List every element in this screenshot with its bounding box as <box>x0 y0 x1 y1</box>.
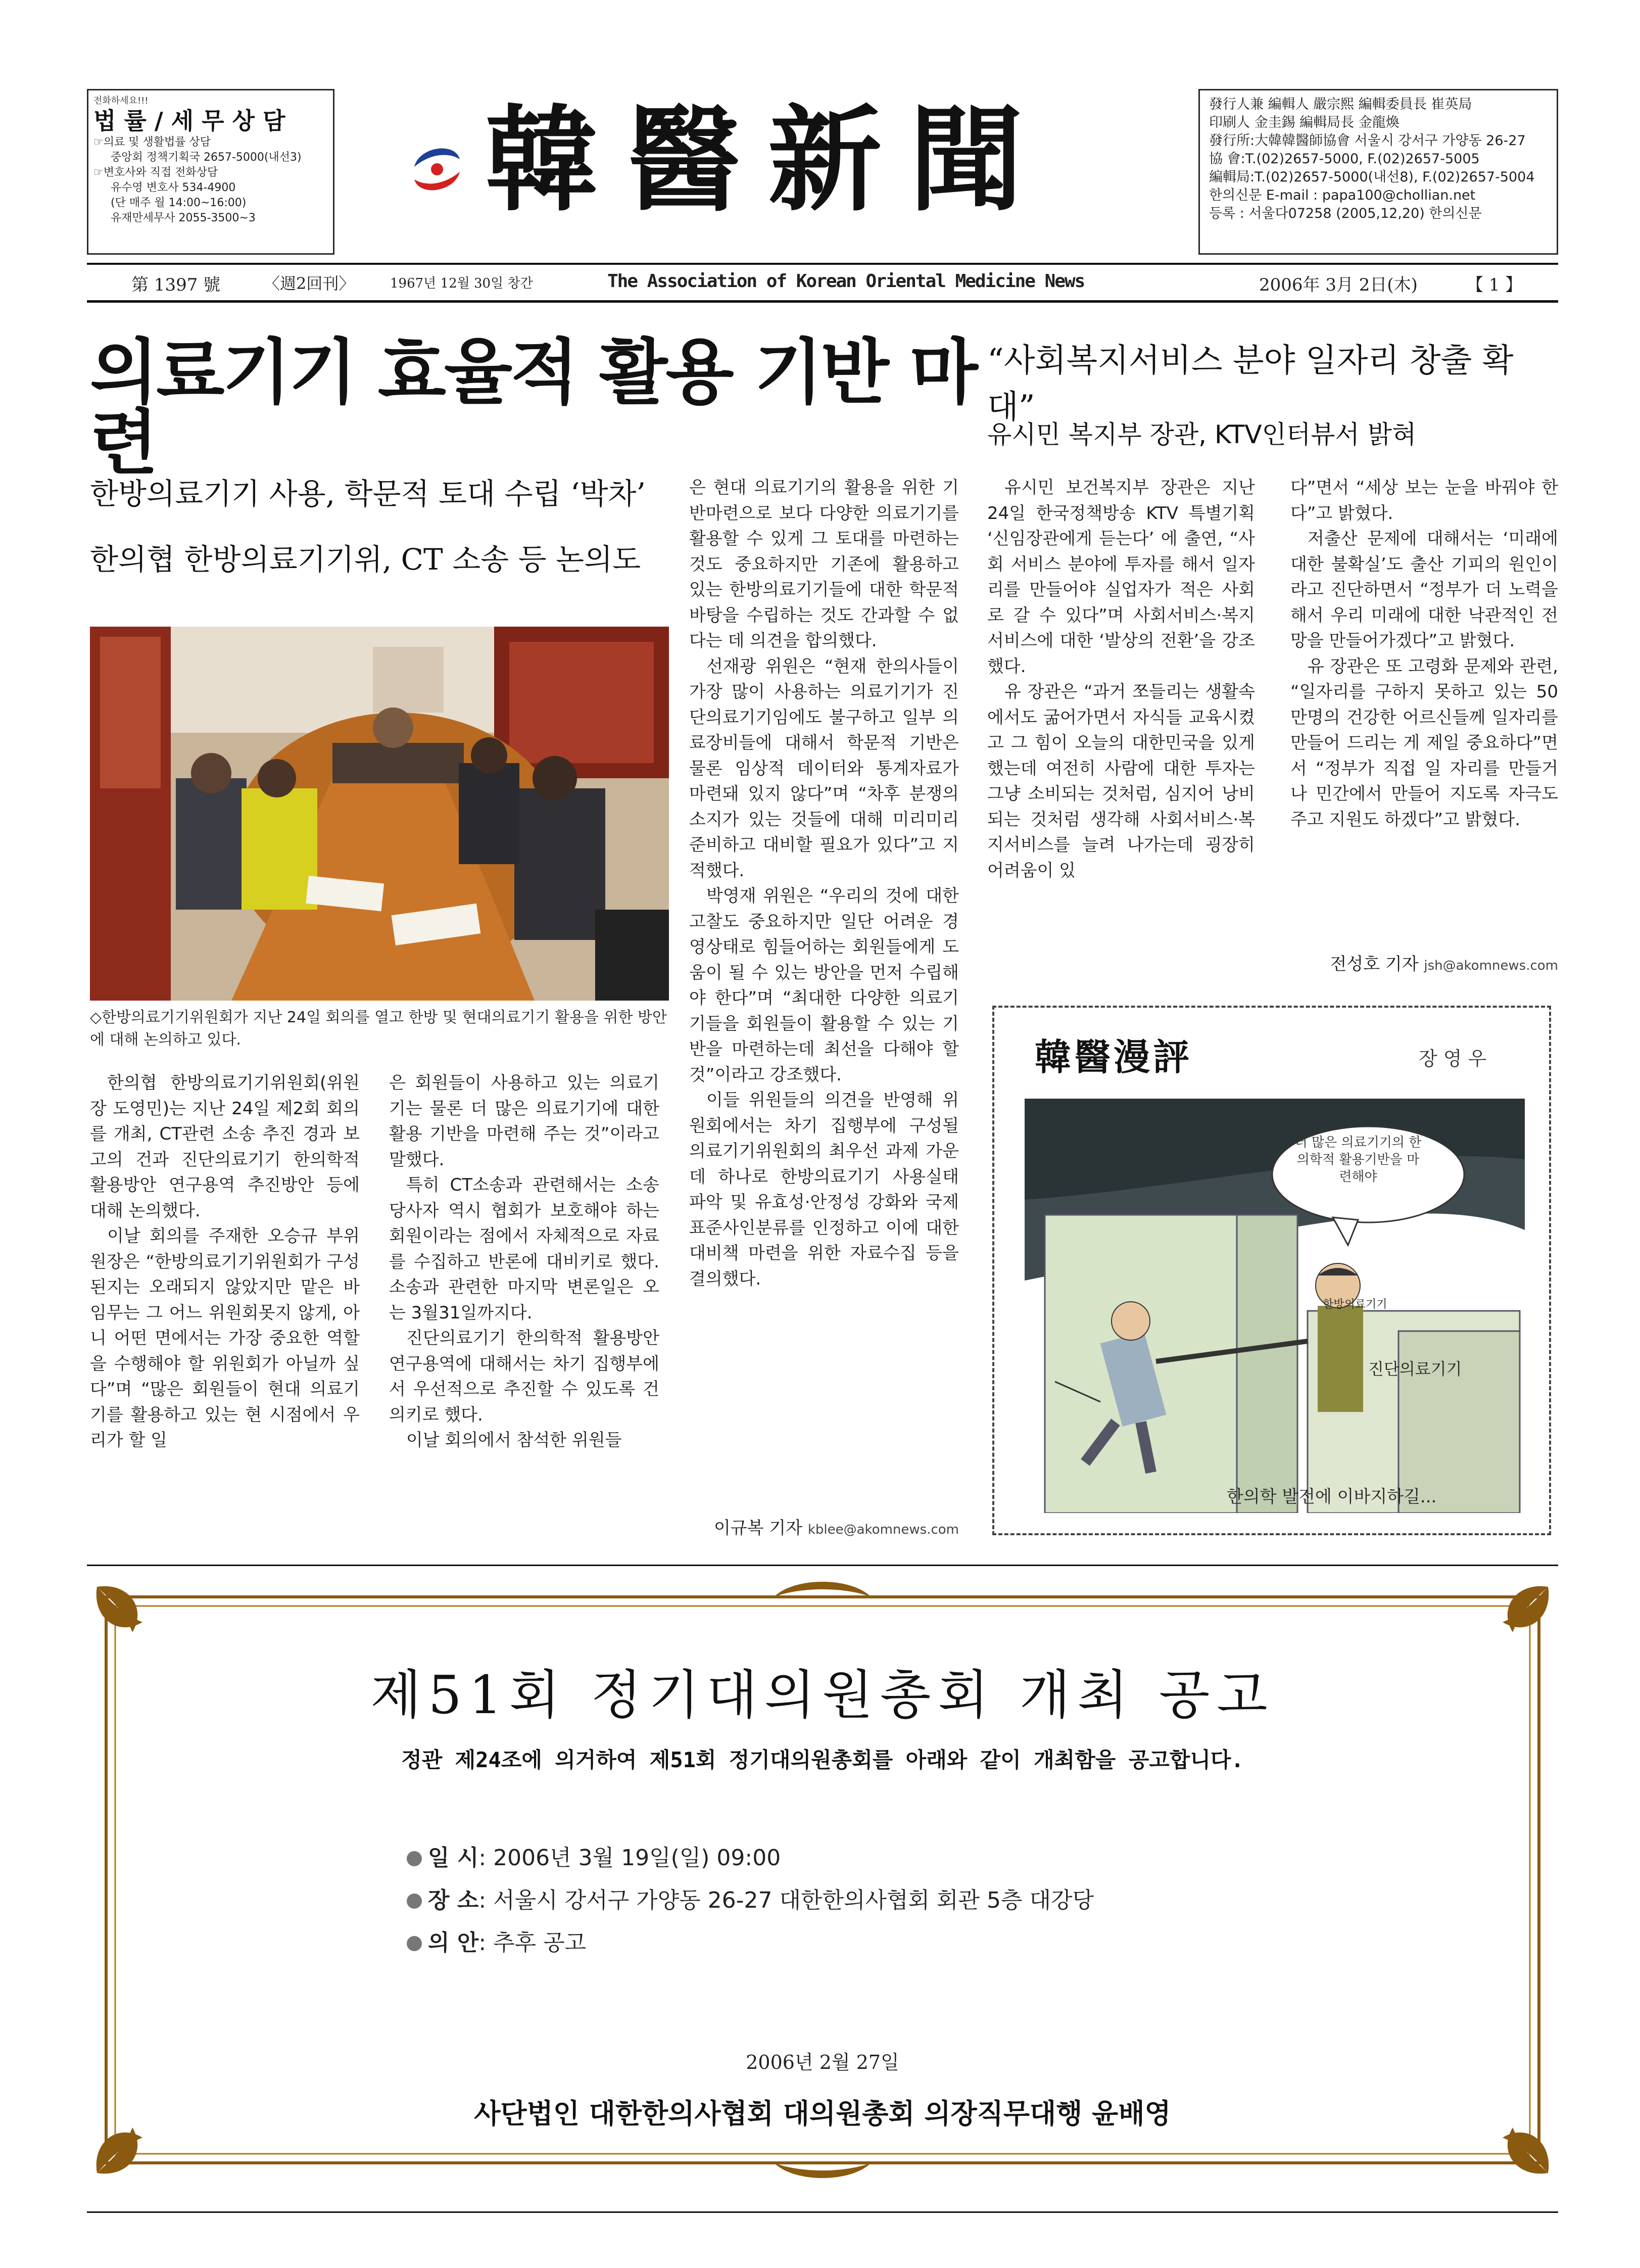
legal-box-line: 중앙회 정책기획국 2657-5000(내선3) <box>111 151 302 164</box>
issue-english-title: The Association of Korean Oriental Medicine News <box>607 271 1085 292</box>
masthead-title: 韓醫新聞 <box>485 93 1051 227</box>
page-bottom-rule <box>87 2211 1558 2213</box>
notice-item-place: 장 소: 서울시 강서구 가양동 26-27 대한한의사협회 회관 5층 대강당 <box>407 1882 1518 1924</box>
publisher-box <box>1198 89 1558 255</box>
publisher-line: 등록 : 서울다07258 (2005,12,20) 한의신문 <box>1209 206 1482 221</box>
bullet-icon <box>407 1936 422 1951</box>
legal-box-line: 유재만세무사 2055-3500~3 <box>111 212 256 224</box>
legal-box-small: 전화하세요!!! <box>93 96 149 106</box>
article1-subhead-1: 한방의료기기 사용, 학문적 토대 수립 ‘박차’ <box>90 477 646 511</box>
paragraph: 은 현대 의료기기의 활용을 위한 기반마련으로 보다 다양한 의료기기를 활용할 수 있게 그 토대를 마련하는 것도 중요하지만 기존에 활용하고 있는 한방의료기기들에 대한 학문적 바탕을 수립하는 것도 간과할 수 없다는 데 의견을 합의했다. <box>689 478 959 651</box>
article1-byline-name: 이규복 기자 <box>714 1518 803 1538</box>
article2-byline-email: jsh@akomnews.com <box>1424 958 1558 973</box>
meeting-photo <box>90 627 669 1001</box>
cartoon-title: 韓醫漫評 <box>1035 1035 1193 1078</box>
paragraph: 진단의료기기 한의학적 활용방안 연구용역에 대해서는 차기 집행부에서 우선적으로 추진할 수 있도록 건의키로 했다. <box>389 1328 659 1425</box>
article2-byline <box>1290 950 1558 975</box>
publisher-line: 한의신문 E-mail : papa100@chollian.net <box>1209 187 1476 203</box>
issue-number: 第 1397 號 <box>131 275 221 295</box>
issue-page: 【 1 】 <box>1466 275 1523 295</box>
paragraph: 다”면서 “세상 보는 눈을 바꿔야 한다”고 밝혔다. <box>1290 478 1558 524</box>
notice-item-datetime: 일 시: 2006년 3월 19일(일) 09:00 <box>407 1839 1518 1882</box>
legal-box-line: 유수영 변호사 534-4900 <box>111 181 236 194</box>
legal-box-line: ☞변호사와 직접 전화상담 <box>93 166 218 179</box>
cartoon-label-building: 진단의료기기 <box>1368 1359 1462 1379</box>
paragraph: 저출산 문제에 대해서는 ‘미래에 대한 불확실’도 출산 기피의 원인이라고 진단하면서 “정부가 더 노력을 해서 우리 미래에 대한 낙관적인 전망을 만들어가겠다”고 밝혔다. <box>1290 529 1558 651</box>
paragraph: 이날 회의를 주재한 오승규 부위원장은 “한방의료기기위원회가 구성 된지는 오래되지 않았지만 맡은 바 임무는 그 어느 위원회못지 않게, 아니 어떤 면에서는 가장 중요한 역할을 수행해야 할 위원회가 아닐까 싶다”며 “많은 회원들이 현대 의료기기를 활용하고 있는 현 시점에서 우리가 할 일 <box>90 1226 360 1450</box>
article1-headline: 의료기기 효율적 활용 기반 마련 <box>90 332 976 485</box>
paragraph: 박영재 위원은 “우리의 것에 대한 고찰도 중요하지만 일단 어려운 경영상태로 힘들어하는 회원들에게 도움이 될 수 있는 방안을 먼저 수립해야 한다”며 “최대한 다양한 의료기기들을 회원들이 활용할 수 있는 기반을 마련하는데 최선을 다해야 할 것”이라고 강조했다. <box>689 886 959 1085</box>
legal-box-title: 법 률 / 세 무 상 담 <box>93 107 285 134</box>
publisher-line: 編輯局:T.(02)2657-5000(내선8), F.(02)2657-5004 <box>1209 169 1535 185</box>
photo-caption: ◇한방의료기기위원회가 지난 24일 회의를 열고 한방 및 현대의료기기 활용을 위한 방안에 대해 논의하고 있다. <box>90 1009 667 1049</box>
article2-subhead: 유시민 복지부 장관, KTV인터뷰서 밝혀 <box>987 420 1417 449</box>
paragraph: 이들 위원들의 의견을 반영해 위원회에서는 차기 집행부에 구성될 의료기기위원회의 최우선 과제 가운데 하나로 한방의료기기 사용실태 파악 및 유효성·안정성 강화와 국제표준사인분류를 인정하고 이에 대한 대비책 마련을 위한 자료수집 등을 결의했다. <box>689 1090 959 1289</box>
legal-consult-box <box>87 89 334 255</box>
paragraph: 유 장관은 또 고령화 문제와 관련, “일자리를 구하지 못하고 있는 50만명의 건강한 어르신들께 일자리를 만들어 드리는 게 제일 중요하다”면서 “정부가 직접 일 자리를 만들거나 민간에서 만들어 지도록 자극도 주고 지원도 하겠다”고 밝혔다. <box>1290 656 1558 830</box>
notice-date: 2006년 2월 27일 <box>746 2051 899 2073</box>
paragraph: 이날 회의에서 참석한 위원들 <box>406 1430 622 1450</box>
article2-column-2 <box>1290 475 1558 832</box>
article1-byline <box>689 1514 959 1539</box>
article1-subhead-2: 한의협 한방의료기기위, CT 소송 등 논의도 <box>90 542 641 577</box>
header-rule-bottom <box>87 300 1558 303</box>
issue-date: 2006年 3月 2日(木) <box>1259 275 1418 295</box>
cartoon-panel <box>992 1006 1551 1535</box>
publisher-line: 協 會:T.(02)2657-5000, F.(02)2657-5005 <box>1209 151 1480 167</box>
legal-box-line: ☞의료 및 생활법률 상담 <box>93 136 211 149</box>
publisher-line: 發行所:大韓韓醫師協會 서울시 강서구 가양동 26-27 <box>1209 133 1526 149</box>
article1-column-2 <box>389 1070 659 1453</box>
paragraph: 특히 CT소송과 관련해서는 소송당사자 역시 협회가 보호해야 하는 회원이라는 점에서 자체적으로 자료를 수집하고 반론에 대비키로 했다. 소송과 관련한 마지막 변론일은 오는 3월31일까지다. <box>389 1175 659 1323</box>
notice-top-rule <box>87 1565 1558 1566</box>
header-rule-top <box>87 263 1558 265</box>
article1-byline-email: kblee@akomnews.com <box>807 1522 959 1537</box>
cartoon-speech: 더 많은 의료기기의 한의학적 활용기반을 마련해야 <box>1294 1135 1422 1185</box>
article2-headline: “사회복지서비스 분야 일자리 창출 확대” <box>987 342 1514 426</box>
notice-items <box>407 1839 1518 1967</box>
notice-item-agenda: 의 안: 추후 공고 <box>407 1924 1518 1967</box>
publisher-line: 印刷人 金圭錫 編輯局長 金龍煥 <box>1209 115 1400 130</box>
bullet-icon <box>407 1851 422 1866</box>
cartoon-label-small: 한방의료기기 <box>1323 1298 1387 1311</box>
article1-column-1 <box>90 1070 360 1453</box>
notice-subtitle: 정관 제24조에 의거하여 제51회 정기대의원총회를 아래와 같이 개최함을 공고합니다. <box>401 1747 1244 1772</box>
legal-box-line: (단 매주 월 14:00~16:00) <box>111 197 247 209</box>
article1-column-3 <box>689 475 959 1292</box>
cartoon-label-bottom: 한의학 발전에 이바지하길... <box>1227 1487 1437 1507</box>
cartoon-author: 장 영 우 <box>1419 1048 1487 1070</box>
paragraph: 선재광 위원은 “현재 한의사들이 가장 많이 사용하는 의료기기가 진단의료기기임에도 불구하고 일부 의료장비들에 대해서 학문적 기반은 물론 임상적 데이터와 통계자료가 마련돼 있지 않다”며 “차후 분쟁의 소지가 있는 것들에 대해 미리미리 준비하고 대비할 필요가 있다”고 지적했다. <box>689 656 959 881</box>
article2-byline-name: 전성호 기자 <box>1330 954 1419 974</box>
publisher-line: 發行人兼 編輯人 嚴宗熙 編輯委員長 崔英局 <box>1209 97 1472 112</box>
bullet-icon <box>407 1894 422 1909</box>
paragraph: 한의협 한방의료기기위원회(위원장 도영민)는 지난 24일 제2회 회의를 개최, CT관련 소송 추진 경과 보고의 건과 진단의료기기 한의학적 활용방안 연구용역 추진방안 등에 대해 논의했다. <box>90 1073 360 1221</box>
paragraph: 유시민 보건복지부 장관은 지난 24일 한국정책방송 KTV 특별기획 ‘신임장관에게 듣는다’ 에 출연, “사회 서비스 분야에 투자를 해서 일자리를 만들어야 실업자가 적은 사회로 갈 수 있다”며 사회서비스·복지 서비스에 대한 ‘발상의 전환’을 강조했다. <box>987 478 1255 677</box>
issue-founded: 1967년 12월 30일 창간 <box>390 276 533 291</box>
paragraph: 은 회원들이 사용하고 있는 의료기기는 물론 더 많은 의료기기에 대한 활용 기반을 마련해 주는 것”이라고 말했다. <box>389 1073 659 1170</box>
notice-signature: 사단법인 대한한의사협회 대의원총회 의장직무대행 윤배영 <box>474 2097 1171 2130</box>
issue-frequency: 〈週2回刊〉 <box>264 274 355 293</box>
cartoon-illustration <box>1025 1099 1525 1513</box>
notice-title: 제51회 정기대의원총회 개최 공고 <box>370 1664 1275 1726</box>
article2-column-1 <box>987 475 1255 883</box>
masthead-logo-icon <box>399 131 475 207</box>
legal-box-lines <box>93 135 328 226</box>
issue-bar <box>87 268 1558 295</box>
paragraph: 유 장관은 “과거 쪼들리는 생활속에서도 굶어가면서 자식들 교육시켰고 그 힘이 오늘의 대한민국을 있게 했는데 여전히 사람에 대한 투자는 그냥 소비되는 것처럼, 심지어 낭비되는 것처럼 생각해 사회서비스·복지서비스를 늘려 나가는데 굉장히 어려움이 있 <box>987 682 1255 881</box>
